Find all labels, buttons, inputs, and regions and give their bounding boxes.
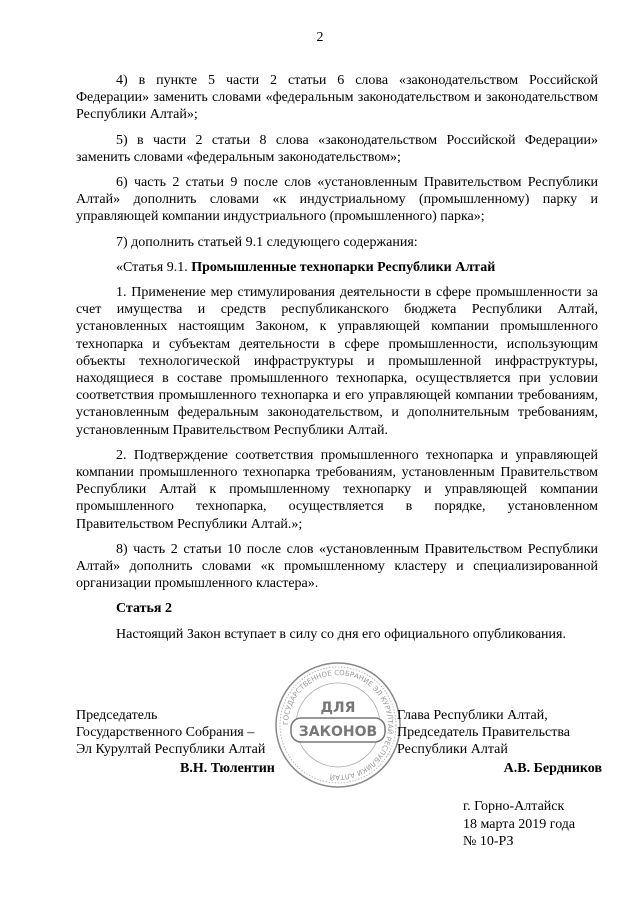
sig-left-line-3: Эл Курултай Республики Алтай: [76, 742, 266, 758]
stamp-line-1: ДЛЯ: [320, 700, 356, 716]
sig-left-line-2: Государственного Собрания –: [76, 725, 255, 741]
article-2-text: Настоящий Закон вступает в силу со дня его официального опубликования.: [116, 626, 566, 642]
place-date-block: [463, 798, 613, 851]
article-9-1-item-2: 2. Подтверждение соответствия промышленного технопарка и управляющей компании промышленного технопарка требованиям, установленным Правительством Республики Алтай к промышленному технопарку и управляющей компании промышленного технопарка, осуществляется в порядке, установленном Правительством Республики Алтай.»;: [76, 447, 598, 532]
article-2-heading: Статья 2: [116, 601, 172, 617]
page-number: 2: [316, 30, 324, 45]
paragraph-item-6: 6) часть 2 статьи 9 после слов «установленным Правительством Республики Алтай» дополнить словами «к индустриальному (промышленному) парку и управляющей компании индустриального (промышленного) парка»;: [76, 175, 598, 225]
sig-right-line-1: Глава Республики Алтай,: [397, 708, 548, 723]
paragraph-item-5: 5) в части 2 статьи 8 слова «законодательством Российской Федерации» заменить словами «федеральным законодательством»;: [76, 132, 598, 165]
article-9-1-title: Промышленные технопарки Республики Алтай: [191, 259, 496, 275]
paragraph-item-7: 7) дополнить статьей 9.1 следующего содержания:: [116, 234, 418, 250]
paragraph-item-8: 8) часть 2 статьи 10 после слов «установленным Правительством Республики Алтай» дополнить словами «к промышленному кластеру и специализированной организации промышленного кластера».: [76, 541, 598, 592]
article-9-1-heading: [76, 259, 598, 276]
law-body: [76, 72, 598, 651]
sig-right-line-2: Председатель Правительства: [397, 725, 570, 741]
law-number: № 10-РЗ: [463, 834, 514, 849]
sig-right-name: А.В. Бердников: [503, 760, 602, 776]
stamp-line-2: ЗАКОНОВ: [298, 724, 378, 740]
sig-left-line-1: Председатель: [76, 708, 158, 723]
stamp-ring-text: ГОСУДАРСТВЕННОЕ СОБРАНИЕ ЭЛ КУРУЛТАЙ РЕСПУБЛИКИ АЛТАЙ: [281, 668, 395, 782]
law-date: 18 марта 2019 года: [463, 816, 576, 832]
paragraph-item-4: 4) в пункте 5 части 2 статьи 6 слова «законодательством Российской Федерации» заменить словами «федеральным законодательством и законодательством Республики Алтай»;: [76, 73, 598, 123]
article-9-1-prefix: «Статья 9.1.: [116, 259, 192, 275]
signature-right: [397, 707, 602, 777]
signature-left: [76, 707, 316, 777]
place-city: г. Горно-Алтайск: [463, 799, 565, 814]
sig-left-name: В.Н. Тюлентин: [180, 760, 275, 776]
article-9-1-item-1: 1. Применение мер стимулирования деятельности в сфере промышленности за счет имущества и средств республиканского бюджета Республики Алтай, установленных настоящим Законом, к управляющей компании промышленного технопарка и субъектам деятельности в сфере промышленности, использующим объекты технологической инфраструктуры и промышленной инфраструктуры, находящиеся в составе промышленного технопарка, осуществляется при условии соответствия промышленного технопарка и его управляющей компании требованиям, установленным федеральным законодательством, и дополнительным требованиям, установленным Правительством Республики Алтай.: [76, 285, 598, 438]
sig-right-line-3: Республики Алтай: [397, 742, 508, 758]
